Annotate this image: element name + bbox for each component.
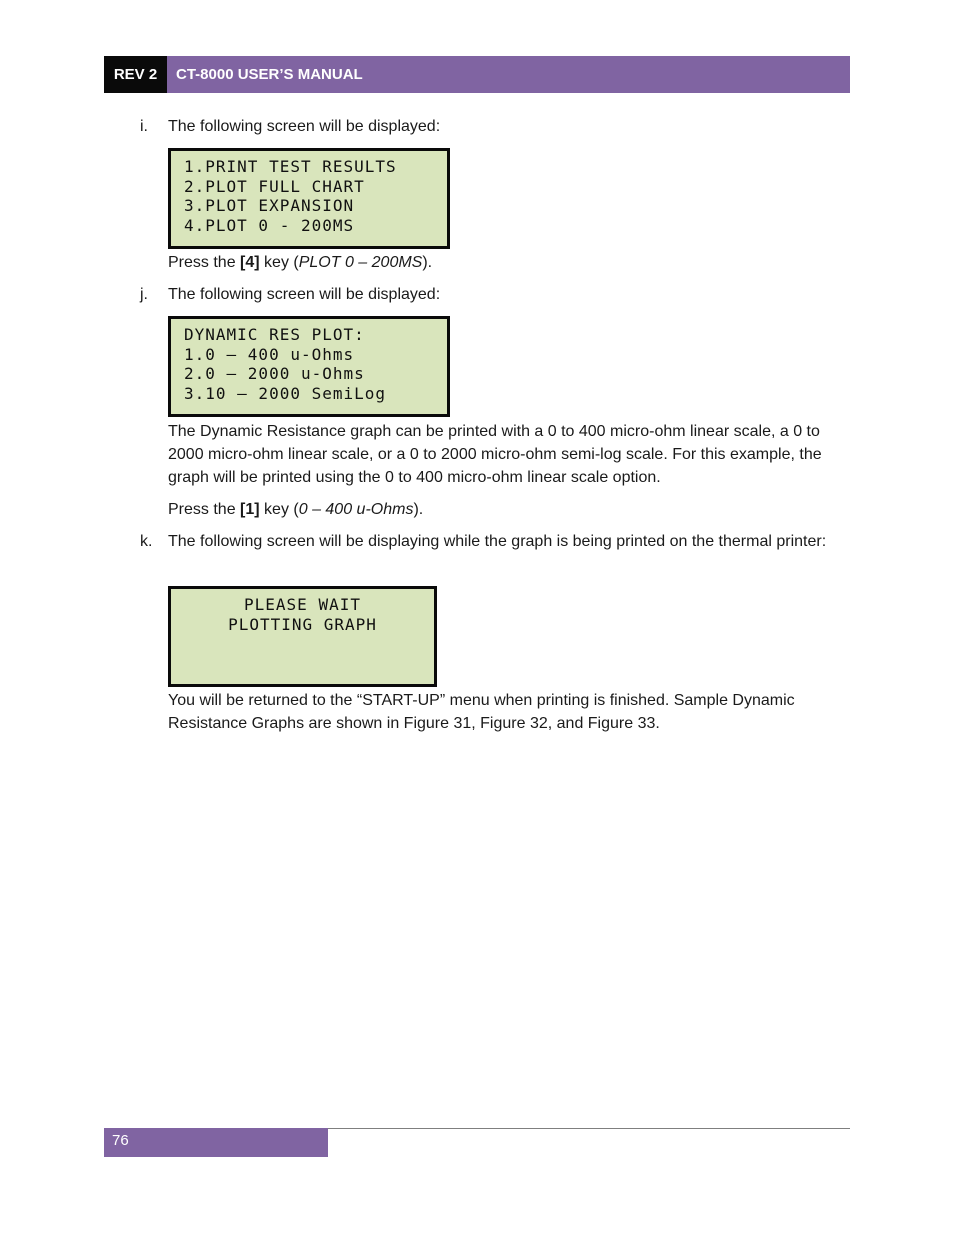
lcd-line: PLOTTING GRAPH — [228, 614, 377, 634]
page-header — [104, 56, 850, 93]
step-text: The following screen will be displayed: — [168, 286, 441, 303]
lcd-line: 3.10 – 2000 SemiLog — [184, 383, 387, 403]
lcd-line: 4.PLOT 0 - 200MS — [184, 215, 355, 235]
key-label: [1] — [240, 501, 260, 518]
key-label: [4] — [240, 254, 260, 271]
press-middle: key ( — [259, 501, 299, 518]
press-key-1-instruction — [168, 498, 848, 521]
step-marker: i. — [140, 118, 148, 135]
press-prefix: Press the — [168, 254, 241, 271]
closing-paragraph: You will be returned to the “START-UP” menu when printing is finished. Sample Dynamic Resistance Graphs are shown in Figure 31, Figure 32, and Figure 33. — [168, 692, 795, 732]
step-text: The following screen will be displaying while the graph is being printed on the thermal printer: — [168, 533, 827, 550]
lcd-line: 3.PLOT EXPANSION — [184, 196, 355, 215]
step-text: The following screen will be displayed: — [168, 118, 441, 135]
lcd-line: 2.PLOT FULL CHART — [184, 176, 365, 196]
lcd-screen-print-menu — [168, 148, 450, 249]
press-middle: key ( — [259, 254, 299, 271]
lcd-line: 1.0 – 400 u-Ohms — [184, 344, 355, 364]
page-number: 76 — [104, 1128, 328, 1157]
step-marker: k. — [140, 533, 153, 550]
press-key-4-instruction — [168, 251, 848, 274]
manual-title: CT-8000 USER’S MANUAL — [167, 56, 850, 93]
lcd-screen-please-wait — [168, 586, 437, 687]
press-suffix: ). — [413, 501, 424, 518]
revision-label: REV 2 — [104, 56, 167, 93]
lcd-line: DYNAMIC RES PLOT: — [184, 325, 365, 344]
step-marker: j. — [140, 286, 148, 303]
press-suffix: ). — [422, 254, 433, 271]
lcd-line: 2.0 – 2000 u-Ohms — [184, 364, 365, 383]
press-prefix: Press the — [168, 501, 241, 518]
lcd-screen-dynamic-res-plot — [168, 316, 450, 417]
option-label: 0 – 400 u-Ohms — [298, 501, 414, 518]
option-label: PLOT 0 – 200MS — [298, 254, 423, 271]
lcd-line: PLEASE WAIT — [244, 595, 361, 614]
description-paragraph: The Dynamic Resistance graph can be printed with a 0 to 400 micro-ohm linear scale, a 0 to 2000 micro-ohm linear scale, or a 0 to 2000 micro-ohm semi-log scale. For this example, the graph will be printed using the 0 to 400 micro-ohm linear scale option. — [168, 423, 822, 486]
lcd-line: 1.PRINT TEST RESULTS — [184, 157, 397, 176]
